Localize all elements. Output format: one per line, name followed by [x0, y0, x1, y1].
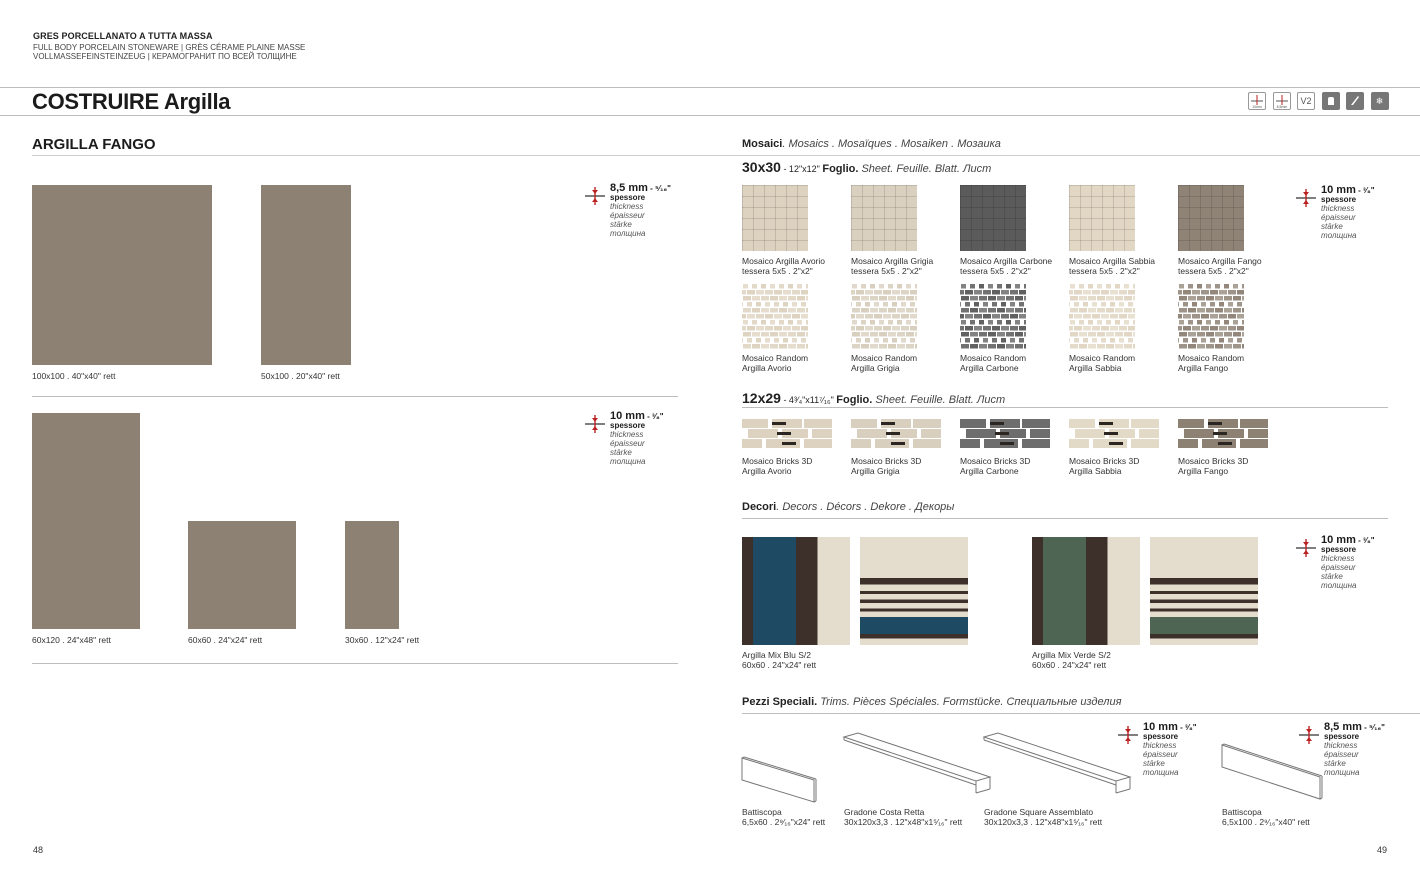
pezzi-subtitle: Trims. Pièces Spéciales. Formstücke. Специальные изделия — [817, 696, 1122, 708]
mosaic-caption: Mosaico Argilla Fango tessera 5x5 . 2"x2" — [1178, 256, 1262, 276]
foglio-label: Foglio. — [822, 163, 859, 175]
foglio-translations: Sheet. Feuille. Blatt. Лист — [872, 394, 1006, 406]
section-title-argilla-fango: ARGILLA FANGO — [32, 136, 156, 153]
pezzi-title: Pezzi Speciali. — [742, 696, 818, 708]
mosaic-caption: Mosaico Random Argilla Grigia — [851, 353, 918, 373]
decor-horizontal-tile — [860, 537, 968, 645]
decor-horizontal-tile — [1150, 537, 1258, 645]
tile-caption: 30x60 . 12"x24" rett — [345, 635, 420, 645]
decori-subtitle: . Decors . Décors . Dekore . Декоры — [776, 501, 955, 513]
decor-caption: Argilla Mix Verde S/2 60x60 . 24"x24" rett — [1032, 650, 1111, 670]
mosaic-caption: Mosaico Bricks 3D Argilla Avorio — [742, 456, 813, 476]
svg-text:8,5mm: 8,5mm — [1276, 105, 1287, 109]
mosaic-random-swatch — [1069, 283, 1135, 349]
gradone-costa-retta-drawing — [844, 733, 990, 793]
mosaic-caption: Mosaico Bricks 3D Argilla Carbone — [960, 456, 1031, 476]
mosaic-square-swatch — [851, 185, 917, 251]
header-rule-bottom — [0, 115, 1420, 116]
decori-rule — [742, 518, 1388, 519]
tile-100x100 — [32, 185, 212, 365]
thickness-icon — [1296, 188, 1316, 208]
mosaic-caption: Mosaico Random Argilla Fango — [1178, 353, 1245, 373]
thickness-icon — [585, 186, 605, 206]
foglio-label: Foglio. — [836, 394, 873, 406]
mosaic-random-swatch — [1178, 283, 1244, 349]
tile-caption: 100x100 . 40"x40" rett — [32, 371, 116, 381]
size-label: 12x29 — [742, 390, 781, 406]
mosaic-caption: Mosaico Argilla Carbone tessera 5x5 . 2"x2" — [960, 256, 1053, 276]
mosaic-bricks-swatch — [851, 419, 941, 449]
tile-caption: 50x100 . 20"x40" rett — [261, 371, 340, 381]
trim-caption: Battiscopa 6,5x100 . 2⁹⁄₁₆"x40" rett — [1222, 807, 1310, 827]
mosaic-square-swatch — [742, 185, 808, 251]
tile-caption: 60x60 . 24"x24" rett — [188, 635, 263, 645]
header-rule-top — [0, 87, 1420, 88]
group-rule — [32, 396, 678, 397]
size-label: 30x30 — [742, 159, 781, 175]
mosaici-size1 — [742, 159, 991, 175]
mosaic-random-swatch — [851, 283, 917, 349]
mosaic-caption: Mosaico Bricks 3D Argilla Grigia — [851, 456, 922, 476]
mosaic-square-swatch — [1178, 185, 1244, 251]
mosaici-size2 — [742, 390, 1005, 406]
section-rule — [32, 155, 1420, 156]
thickness-icon — [1296, 538, 1316, 558]
decor-vertical-tile — [742, 537, 850, 645]
trim-caption: Gradone Square Assemblato 30x120x3,3 . 12"x48"x1⁵⁄₁₆" rett — [984, 807, 1103, 827]
svg-text:10mm: 10mm — [1252, 105, 1262, 109]
pezzi-rule — [742, 713, 1420, 714]
mosaic-caption: Mosaico Random Argilla Avorio — [742, 353, 809, 373]
size-inch: - 12"x12" — [780, 164, 823, 174]
thickness-8-5mm-icon — [1273, 92, 1291, 110]
mosaic-bricks-swatch — [960, 419, 1050, 449]
snowflake-icon: ❄ — [1371, 92, 1389, 110]
gradone-square-drawing — [984, 733, 1130, 793]
mosaici-heading — [742, 138, 1001, 150]
decor-caption: Argilla Mix Blu S/2 60x60 . 24"x24" rett — [742, 650, 817, 670]
group-rule — [32, 663, 678, 664]
mosaic-bricks-swatch — [1069, 419, 1159, 449]
tile-caption: 60x120 . 24"x48" rett — [32, 635, 111, 645]
foglio-translations: Sheet. Feuille. Blatt. Лист — [858, 163, 992, 175]
tile-30x60 — [345, 521, 399, 629]
frost-resistant-icon — [1322, 92, 1340, 110]
mosaic-caption: Mosaico Random Argilla Sabbia — [1069, 353, 1136, 373]
header-line2: FULL BODY PORCELAIN STONEWARE | GRÈS CÉRAME PLAINE MASSE — [33, 43, 306, 52]
battiscopa-100-drawing — [1222, 744, 1322, 799]
mosaic-square-swatch — [1069, 185, 1135, 251]
mosaic-bricks-swatch — [1178, 419, 1268, 449]
mosaic-random-swatch — [742, 283, 808, 349]
mosaic-bricks-swatch — [742, 419, 832, 449]
mosaic-caption: Mosaico Random Argilla Carbone — [960, 353, 1027, 373]
tile-60x60 — [188, 521, 296, 629]
mosaic-caption: Mosaico Bricks 3D Argilla Fango — [1178, 456, 1249, 476]
mosaici-subtitle: . Mosaics . Mosaïques . Mosaiken . Мозаика — [782, 138, 1001, 150]
thickness-icon — [585, 414, 605, 434]
tile-50x100 — [261, 185, 351, 365]
decori-heading — [742, 501, 954, 513]
mosaic-caption: Mosaico Argilla Grigia tessera 5x5 . 2"x2" — [851, 256, 934, 276]
slip-resistance-icon — [1346, 92, 1364, 110]
mosaic-random-swatch — [960, 283, 1026, 349]
trim-drawings — [740, 725, 1340, 805]
page-number-left: 48 — [33, 845, 44, 855]
header-line1: GRES PORCELLANATO A TUTTA MASSA — [33, 31, 213, 41]
size-inch: - 4³⁄₄"x11⁷⁄₁₆" — [780, 395, 837, 405]
trim-caption: Battiscopa 6,5x60 . 2⁹⁄₁₆"x24" rett — [742, 807, 826, 827]
mosaic-caption: Mosaico Argilla Avorio tessera 5x5 . 2"x2" — [742, 256, 825, 276]
decor-vertical-tile — [1032, 537, 1140, 645]
page-title: COSTRUIRE Argilla — [32, 89, 231, 114]
battiscopa-60-drawing — [742, 757, 816, 802]
header-line3: VOLLMASSEFEINSTEINZEUG | КЕРАМОГРАНИТ ПО ВСЕЙ ТОЛЩИНЕ — [33, 52, 297, 61]
page-number-right: 49 — [1377, 845, 1388, 855]
pezzi-heading — [742, 696, 1121, 708]
variation-v2-icon: V2 — [1297, 92, 1315, 110]
tile-60x120 — [32, 413, 140, 629]
thickness-10mm-icon — [1248, 92, 1266, 110]
decori-title: Decori — [742, 501, 777, 513]
mosaic-caption: Mosaico Bricks 3D Argilla Sabbia — [1069, 456, 1140, 476]
mosaic-caption: Mosaico Argilla Sabbia tessera 5x5 . 2"x2" — [1069, 256, 1155, 276]
size2-rule — [742, 407, 1388, 408]
mosaici-title: Mosaici — [742, 138, 783, 150]
mosaic-square-swatch — [960, 185, 1026, 251]
trim-caption: Gradone Costa Retta 30x120x3,3 . 12"x48"x1⁵⁄₁₆" rett — [844, 807, 963, 827]
